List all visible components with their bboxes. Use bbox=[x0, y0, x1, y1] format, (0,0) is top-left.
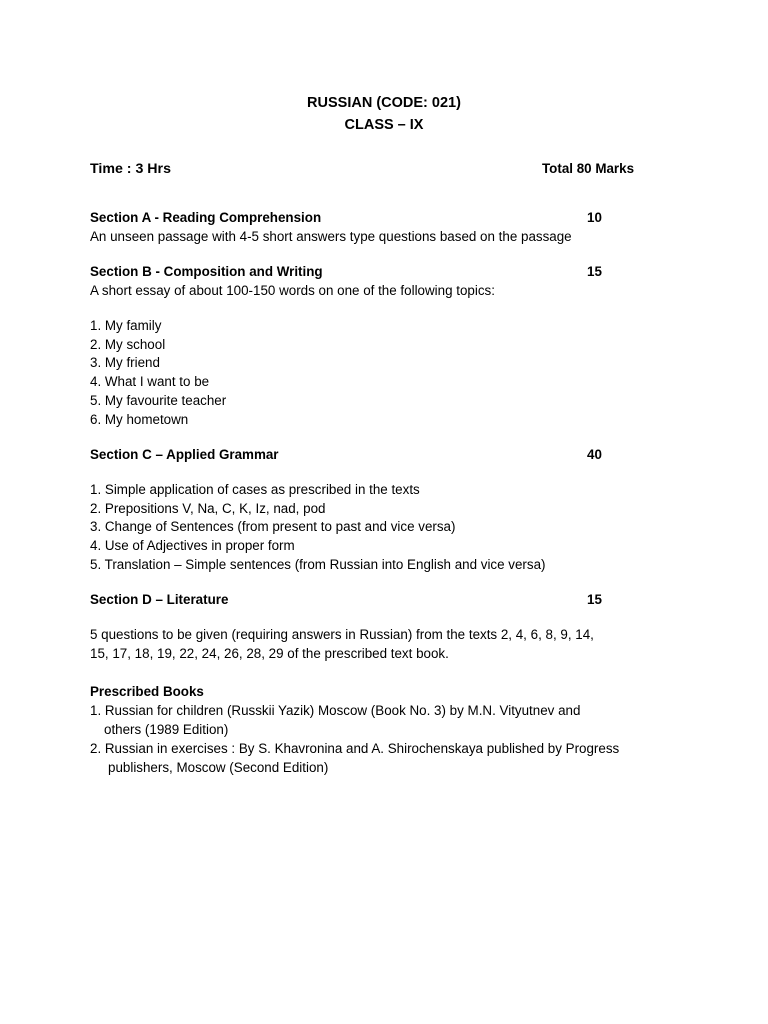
list-item: 5. My favourite teacher bbox=[90, 393, 227, 408]
list-item: 3. My friend bbox=[90, 355, 160, 370]
document-subtitle: CLASS – IX bbox=[344, 117, 424, 133]
list-item: 5. Translation – Simple sentences (from Russian into English and vice versa) bbox=[90, 557, 546, 572]
list-item: 4. What I want to be bbox=[90, 374, 210, 389]
book-entry-line: 2. Russian in exercises : By S. Khavronina and A. Shirochenskaya published by Progress bbox=[90, 741, 620, 756]
list-item: 2. My school bbox=[90, 337, 166, 352]
document-title: RUSSIAN (CODE: 021) bbox=[307, 95, 461, 111]
book-entry-line: publishers, Moscow (Second Edition) bbox=[108, 760, 329, 775]
section-a-description: An unseen passage with 4-5 short answers type questions based on the passage bbox=[90, 229, 572, 244]
list-item: 2. Prepositions V, Na, C, K, Iz, nad, pod bbox=[90, 501, 326, 516]
section-a-heading: Section A - Reading Comprehension bbox=[90, 210, 322, 225]
section-d-heading: Section D – Literature bbox=[90, 592, 229, 607]
book-entry-line: others (1989 Edition) bbox=[104, 722, 229, 737]
total-marks-label: Total 80 Marks bbox=[542, 161, 635, 176]
section-d-text-line: 5 questions to be given (requiring answers in Russian) from the texts 2, 4, 6, 8, 9, 14, bbox=[90, 627, 594, 642]
section-b-marks: 15 bbox=[587, 264, 602, 279]
list-item: 1. Simple application of cases as prescribed in the texts bbox=[90, 482, 420, 497]
list-item: 6. My hometown bbox=[90, 412, 189, 427]
list-item: 1. My family bbox=[90, 318, 162, 333]
time-label: Time : 3 Hrs bbox=[90, 161, 171, 177]
section-c-heading: Section C – Applied Grammar bbox=[90, 447, 279, 462]
section-d-marks: 15 bbox=[587, 592, 602, 607]
section-b-description: A short essay of about 100-150 words on one of the following topics: bbox=[90, 283, 495, 298]
list-item: 3. Change of Sentences (from present to past and vice versa) bbox=[90, 519, 456, 534]
prescribed-books-heading: Prescribed Books bbox=[90, 684, 204, 699]
section-a-marks: 10 bbox=[587, 210, 602, 225]
list-item: 4. Use of Adjectives in proper form bbox=[90, 538, 295, 553]
section-c-marks: 40 bbox=[587, 447, 602, 462]
section-b-heading: Section B - Composition and Writing bbox=[90, 264, 323, 279]
book-entry-line: 1. Russian for children (Russkii Yazik) Moscow (Book No. 3) by M.N. Vityutnev and bbox=[90, 703, 581, 718]
section-d-text-line: 15, 17, 18, 19, 22, 24, 26, 28, 29 of the prescribed text book. bbox=[90, 646, 449, 661]
